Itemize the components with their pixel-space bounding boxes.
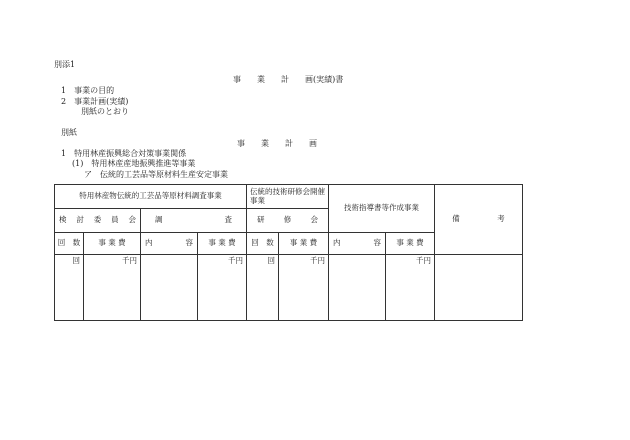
training-group-header: 伝統的技術研修会開催事業 bbox=[247, 185, 329, 209]
section-line-1: 1 特用林産振興総合対策事業関係 bbox=[61, 149, 187, 158]
workshop-times-unit: 回 bbox=[247, 255, 279, 321]
attachment-label: 別添1 bbox=[54, 60, 76, 69]
committee-subheader: 検 討 委 員 会 bbox=[55, 209, 141, 233]
committee-times-unit: 回 bbox=[55, 255, 84, 321]
investigation-content-col: 内 容 bbox=[141, 233, 198, 255]
survey-group-header: 特用林産物伝統的工芸品等原材料調査事業 bbox=[55, 185, 247, 209]
guide-cost-col: 事 業 費 bbox=[386, 233, 435, 255]
committee-times-col: 回 数 bbox=[55, 233, 84, 255]
section-line-2: (1) 特用林産産地振興推進等事業 bbox=[72, 159, 196, 168]
guide-group-header: 技術指導書等作成事業 bbox=[329, 185, 435, 233]
guide-content-cell bbox=[329, 255, 386, 321]
investigation-cost-unit: 千円 bbox=[198, 255, 247, 321]
plan-item-note: 別紙のとおり bbox=[81, 107, 129, 116]
plan-item: 2 事業計画(実績) bbox=[61, 97, 129, 106]
committee-cost-unit: 千円 bbox=[84, 255, 141, 321]
guide-cost-unit: 千円 bbox=[386, 255, 435, 321]
workshop-cost-col: 事 業 費 bbox=[279, 233, 329, 255]
guide-content-col: 内 容 bbox=[329, 233, 386, 255]
committee-cost-col: 事 業 費 bbox=[84, 233, 141, 255]
investigation-content-cell bbox=[141, 255, 198, 321]
plan-title: 事 業 計 画(実績)書 bbox=[233, 75, 344, 84]
workshop-subheader: 研 修 会 bbox=[247, 209, 329, 233]
workshop-times-col: 回 数 bbox=[247, 233, 279, 255]
plan-table bbox=[54, 184, 523, 321]
investigation-cost-col: 事 業 費 bbox=[198, 233, 247, 255]
purpose-item: 1 事業の目的 bbox=[61, 86, 115, 95]
sheet-label: 別紙 bbox=[61, 128, 77, 137]
section-line-3: ア 伝統的工芸品等原材料生産安定事業 bbox=[84, 170, 228, 179]
workshop-cost-unit: 千円 bbox=[279, 255, 329, 321]
investigation-subheader: 調 査 bbox=[141, 209, 247, 233]
sheet-title: 事 業 計 画 bbox=[237, 139, 317, 148]
remarks-header: 備 考 bbox=[435, 185, 523, 255]
remarks-cell bbox=[435, 255, 523, 321]
